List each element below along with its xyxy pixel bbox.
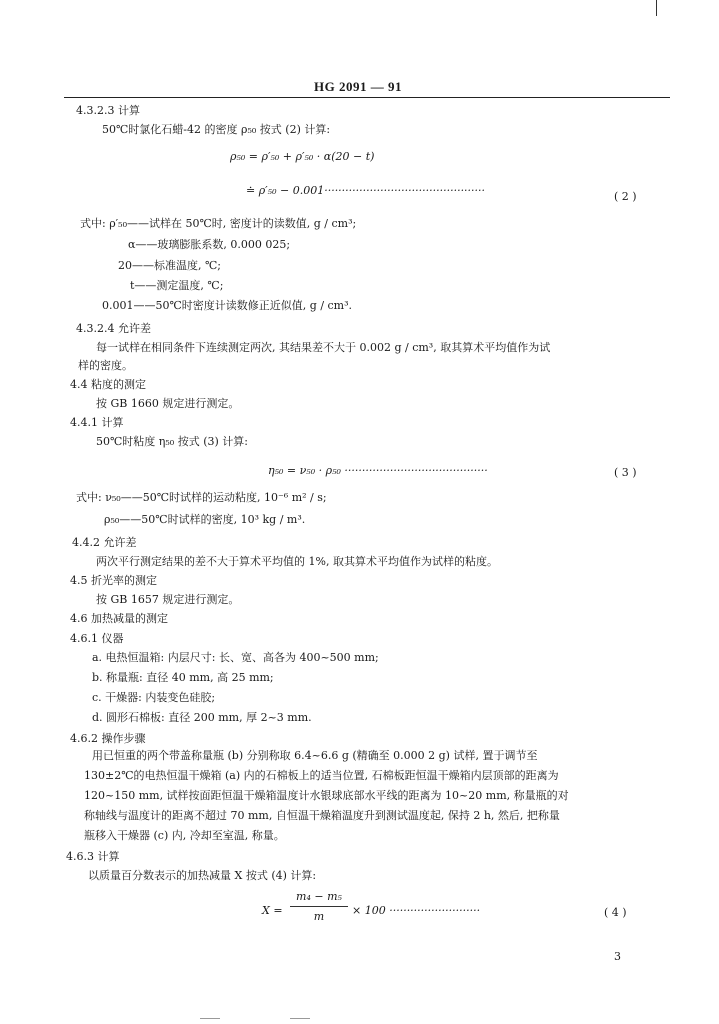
equation-number-3: ( 3 ) xyxy=(614,466,637,479)
header-rule xyxy=(64,97,670,98)
where-alpha: α——玻璃膨胀系数, 0.000 025; xyxy=(128,238,291,251)
formula-4-denominator: m xyxy=(313,910,325,923)
equation-number-2: ( 2 ) xyxy=(614,190,637,203)
section-4-3-2-3-heading: 4.3.2.3 计算 xyxy=(76,104,140,117)
scan-mark xyxy=(200,1018,220,1019)
procedure-line4: 称轴线与温度计的距离不超过 70 mm, 自恒温干燥箱温度升到测试温度起, 保持 2 h, 然后, 把称量 xyxy=(84,809,560,822)
standard-number: HG 2091 — 91 xyxy=(314,79,402,94)
procedure-line5: 瓶移入干燥器 (c) 内, 冷却至室温, 称量。 xyxy=(84,829,285,842)
density-intro: 50℃时氯化石蜡-42 的密度 ρ₅₀ 按式 (2) 计算: xyxy=(102,123,331,136)
equation-number-4: ( 4 ) xyxy=(604,906,627,919)
tolerance-para-line1: 每一试样在相同条件下连续测定两次, 其结果差不大于 0.002 g / cm³, 取其算术平均值作为试 xyxy=(96,341,551,354)
section-4-5-heading: 4.5 折光率的测定 xyxy=(70,574,157,587)
apparatus-c: c. 干燥器: 内装变色硅胶; xyxy=(92,691,216,704)
tolerance-para-line2: 样的密度。 xyxy=(78,359,133,372)
section-4-4-1-heading: 4.4.1 计算 xyxy=(70,416,124,429)
where-nu: 式中: ν₅₀——50℃时试样的运动粘度, 10⁻⁶ m² / s; xyxy=(76,491,327,504)
apparatus-a: a. 电热恒温箱: 内层尺寸: 长、宽、高各为 400~500 mm; xyxy=(92,651,379,664)
page-number: 3 xyxy=(614,950,621,963)
where-rho-prime: 式中: ρ′₅₀——试样在 50℃时, 密度计的读数值, g / cm³; xyxy=(80,217,357,230)
section-4-4-heading: 4.4 粘度的测定 xyxy=(70,378,146,391)
refractive-method: 按 GB 1657 规定进行测定。 xyxy=(96,593,240,606)
procedure-line1: 用已恒重的两个带盖称量瓶 (b) 分别称取 6.4~6.6 g (精确至 0.000 2 g) 试样, 置于调节至 xyxy=(92,749,538,762)
viscosity-method: 按 GB 1660 规定进行测定。 xyxy=(96,397,240,410)
formula-3: η₅₀ = ν₅₀ · ρ₅₀ ········································· xyxy=(268,464,488,477)
section-4-4-2-heading: 4.4.2 允许差 xyxy=(72,536,137,549)
loss-intro: 以质量百分数表示的加热减量 X 按式 (4) 计算: xyxy=(88,869,317,882)
section-4-6-3-heading: 4.6.3 计算 xyxy=(66,850,120,863)
apparatus-d: d. 圆形石棉板: 直径 200 mm, 厚 2~3 mm. xyxy=(92,711,312,724)
procedure-line2: 130±2℃的电热恒温干燥箱 (a) 内的石棉板上的适当位置, 石棉板距恒温干燥箱内层顶部的距离为 xyxy=(84,769,559,782)
formula-2-line1: ρ₅₀ = ρ′₅₀ + ρ′₅₀ · α(20 − t) xyxy=(230,150,375,163)
scan-mark xyxy=(290,1018,310,1019)
section-4-6-2-heading: 4.6.2 操作步骤 xyxy=(70,732,146,745)
formula-4-tail: × 100 ·························· xyxy=(352,904,481,917)
apparatus-b: b. 称量瓶: 直径 40 mm, 高 25 mm; xyxy=(92,671,274,684)
viscosity-tolerance: 两次平行测定结果的差不大于算术平均值的 1%, 取其算术平均值作为试样的粘度。 xyxy=(96,555,498,568)
procedure-line3: 120~150 mm, 试样按面距恒温干燥箱温度计水银球底部水平线的距离为 10~20 mm, 称量瓶的对 xyxy=(84,789,569,802)
where-0001: 0.001——50℃时密度计读数修正近似值, g / cm³. xyxy=(102,299,353,312)
section-4-6-1-heading: 4.6.1 仪器 xyxy=(70,632,124,645)
where-t: t——测定温度, ℃; xyxy=(130,279,224,292)
section-4-6-heading: 4.6 加热减量的测定 xyxy=(70,612,168,625)
formula-4-lhs: X = xyxy=(262,904,283,917)
formula-2-line2: ≐ ρ′₅₀ − 0.001·············································· xyxy=(246,184,486,197)
where-rho50: ρ₅₀——50℃时试样的密度, 10³ kg / m³. xyxy=(104,513,306,526)
formula-4-full: X = (m₄ − m₅) / m × 100 ·························· xyxy=(262,930,284,931)
viscosity-intro: 50℃时粘度 η₅₀ 按式 (3) 计算: xyxy=(96,435,248,448)
where-20: 20——标准温度, ℃; xyxy=(118,259,222,272)
section-4-3-2-4-heading: 4.3.2.4 允许差 xyxy=(76,322,151,335)
scan-edge-mark xyxy=(656,0,657,16)
formula-4-numerator: m₄ − m₅ xyxy=(296,890,342,903)
fraction-bar xyxy=(290,906,348,907)
